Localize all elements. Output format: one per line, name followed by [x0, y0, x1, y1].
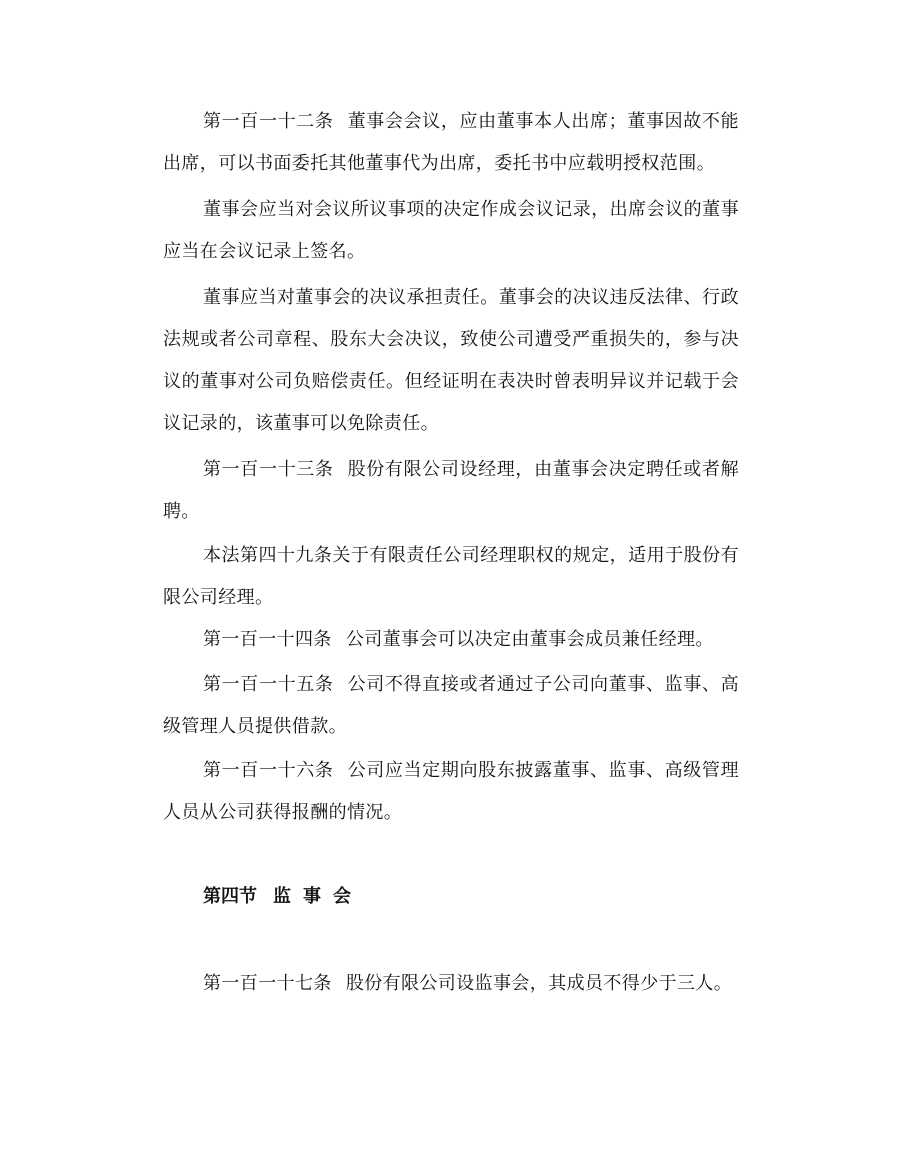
paragraph-article-115	[163, 664, 739, 748]
paragraph-text: 本法第四十九条关于有限责任公司经理职权的规定，适用于股份有限公司经理。	[163, 545, 739, 608]
paragraph-meeting-record	[163, 189, 739, 273]
paragraph-text: 股份有限公司设监事会，其成员不得少于三人。	[345, 973, 733, 994]
paragraph-manager-powers	[163, 535, 739, 619]
paragraph-article-117	[163, 963, 739, 1005]
section-number: 第四节	[203, 886, 257, 907]
paragraph-article-112	[163, 101, 739, 185]
paragraph-article-113	[163, 449, 739, 533]
paragraph-article-114	[163, 619, 739, 661]
paragraph-text: 股份有限公司设经理，由董事会决定聘任或者解聘。	[163, 459, 739, 522]
article-number: 第一百一十七条	[203, 973, 332, 994]
article-number: 第一百一十六条	[203, 760, 334, 781]
article-number: 第一百一十五条	[203, 674, 334, 695]
paragraph-director-liability	[163, 277, 739, 445]
paragraph-text: 公司不得直接或者通过子公司向董事、监事、高级管理人员提供借款。	[163, 674, 739, 737]
paragraph-text: 董事会会议，应由董事本人出席；董事因故不能出席，可以书面委托其他董事代为出席，委托书中应载明授权范围。	[163, 111, 739, 174]
paragraph-text: 董事会应当对会议所议事项的决定作成会议记录，出席会议的董事应当在会议记录上签名。	[163, 199, 739, 262]
article-number: 第一百一十四条	[203, 629, 332, 650]
paragraph-text: 公司应当定期向股东披露董事、监事、高级管理人员从公司获得报酬的情况。	[163, 760, 739, 823]
paragraph-text: 公司董事会可以决定由董事会成员兼任经理。	[345, 629, 714, 650]
article-number: 第一百一十三条	[203, 459, 334, 480]
paragraph-text: 董事应当对董事会的决议承担责任。董事会的决议违反法律、行政法规或者公司章程、股东大会决议，致使公司遭受严重损失的，参与决议的董事对公司负赔偿责任。但经证明在表决时曾表明异议并记载于会议记录的，该董事可以免除责任。	[163, 287, 739, 434]
section-title: 监事会	[273, 886, 363, 907]
article-number: 第一百一十二条	[203, 111, 334, 132]
paragraph-article-116	[163, 750, 739, 834]
section-heading	[203, 876, 363, 918]
